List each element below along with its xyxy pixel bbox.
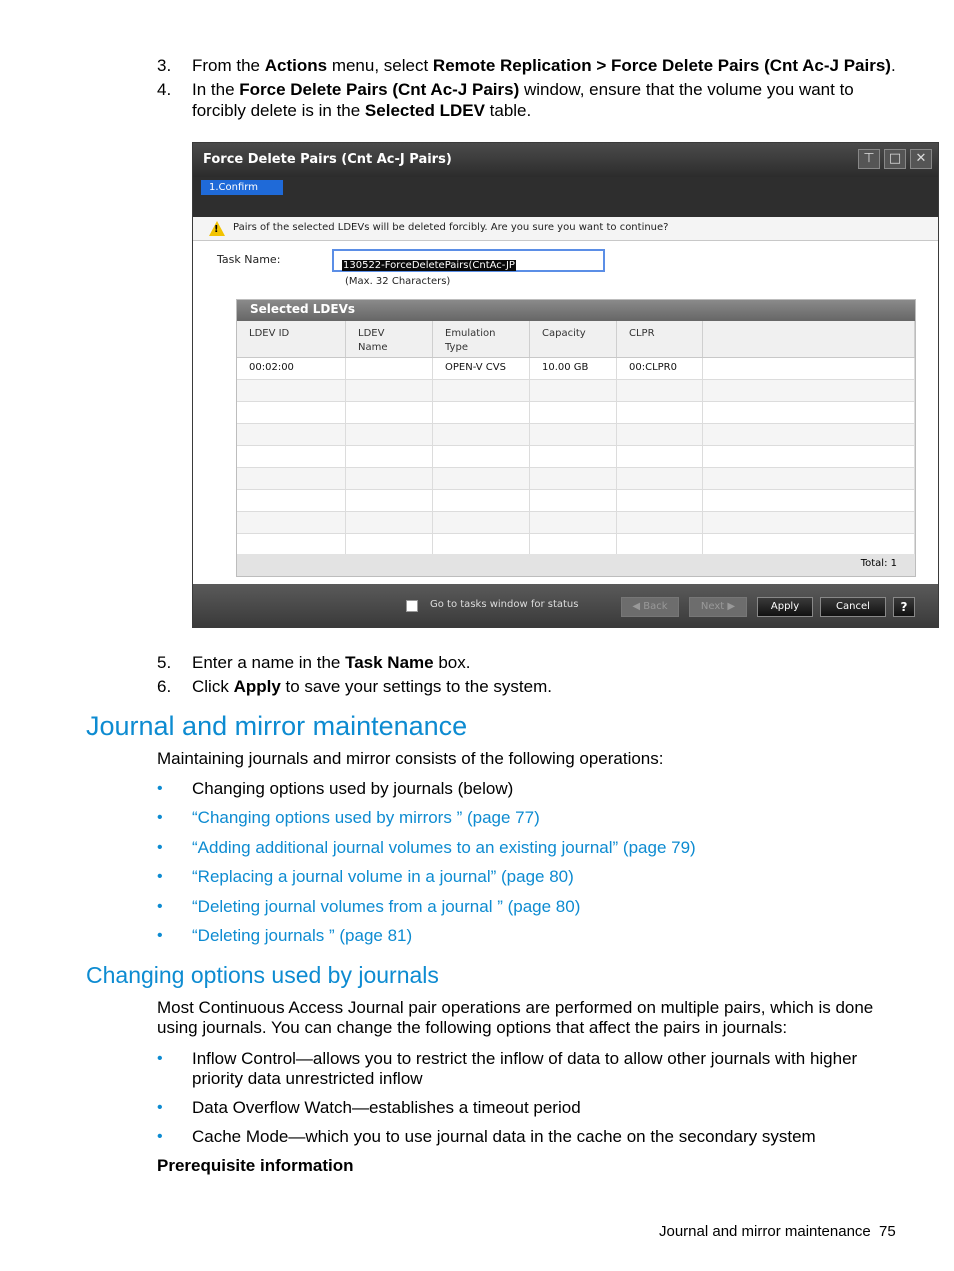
table-cell <box>703 446 915 467</box>
table-cell <box>530 380 617 401</box>
table-cell: 00:CLPR0 <box>617 358 703 379</box>
empty-table-row <box>237 490 915 512</box>
list-item <box>157 1098 897 1118</box>
table-cell <box>433 402 530 423</box>
table-cell <box>530 534 617 555</box>
table-cell <box>346 402 433 423</box>
step-5 <box>157 652 917 673</box>
table-cell <box>346 534 433 555</box>
dialog-footer <box>193 584 938 627</box>
step-number: 3. <box>157 56 172 75</box>
table-cell <box>703 358 915 379</box>
wizard-steps <box>193 177 938 217</box>
selected-ldevs-table <box>236 299 916 577</box>
apply-button[interactable]: Apply <box>757 597 813 617</box>
table-cell <box>703 380 915 401</box>
window-controls <box>858 149 932 169</box>
step-6 <box>157 676 917 697</box>
step-text: Click Apply to save your settings to the system. <box>192 677 552 696</box>
bullet-text[interactable]: “Replacing a journal volume in a journal” (page 80) <box>192 867 574 886</box>
table-cell <box>237 490 346 511</box>
step-number: 5. <box>157 653 172 672</box>
empty-table-row <box>237 380 915 402</box>
bullet-text[interactable]: “Deleting journals ” (page 81) <box>192 926 413 945</box>
empty-table-row <box>237 534 915 556</box>
column-header[interactable]: Capacity <box>530 321 617 357</box>
table-cell <box>433 512 530 533</box>
table-cell <box>617 490 703 511</box>
bullet-icon: • <box>157 868 163 885</box>
step-3 <box>157 55 917 76</box>
bullet-text[interactable]: “Adding additional journal volumes to an existing journal” (page 79) <box>192 838 696 857</box>
table-cell <box>530 490 617 511</box>
table-cell <box>703 490 915 511</box>
bullet-text[interactable]: “Deleting journal volumes from a journal ” (page 80) <box>192 897 581 916</box>
footer-section-title: Journal and mirror maintenance <box>659 1223 871 1240</box>
bullet-icon: • <box>157 1128 163 1145</box>
table-cell <box>237 380 346 401</box>
table-cell <box>530 424 617 445</box>
table-cell <box>703 534 915 555</box>
table-total: Total: 1 <box>237 554 915 576</box>
table-cell <box>433 424 530 445</box>
section-heading-changing-options-journals: Changing options used by journals <box>86 962 439 988</box>
table-cell <box>237 534 346 555</box>
bullet-text: Inflow Control—allows you to restrict the inflow of data to allow other journals with higher priority data unrestricted inflow <box>192 1049 858 1088</box>
empty-table-row <box>237 402 915 424</box>
empty-table-row <box>237 424 915 446</box>
close-icon[interactable]: ✕ <box>910 149 932 169</box>
step-text: Enter a name in the Task Name box. <box>192 653 471 672</box>
list-item <box>157 1049 897 1089</box>
column-header[interactable]: CLPR <box>617 321 703 357</box>
bullet-icon: • <box>157 809 163 826</box>
table-cell <box>433 490 530 511</box>
table-cell <box>703 424 915 445</box>
column-header[interactable] <box>703 321 915 357</box>
cross-reference-link[interactable] <box>157 867 897 887</box>
cross-reference-link[interactable] <box>157 897 897 917</box>
table-cell <box>703 402 915 423</box>
empty-table-row <box>237 468 915 490</box>
go-to-tasks-checkbox[interactable] <box>406 600 418 612</box>
bullet-icon: • <box>157 839 163 856</box>
table-cell <box>617 512 703 533</box>
column-header[interactable]: LDEV ID <box>237 321 346 357</box>
table-header <box>237 321 915 358</box>
column-header[interactable]: LDEV Name <box>346 321 433 357</box>
table-row[interactable] <box>237 358 915 380</box>
step-tab-confirm[interactable]: 1.Confirm <box>201 180 283 195</box>
empty-table-row <box>237 512 915 534</box>
task-name-label: Task Name: <box>217 253 281 266</box>
table-cell <box>346 468 433 489</box>
task-name-hint: (Max. 32 Characters) <box>345 276 451 287</box>
step-4 <box>157 79 917 121</box>
table-cell <box>530 468 617 489</box>
table-cell <box>617 534 703 555</box>
table-cell <box>433 380 530 401</box>
bullet-icon: • <box>157 898 163 915</box>
table-cell <box>703 468 915 489</box>
table-body <box>237 358 915 556</box>
step-text: From the Actions menu, select Remote Replication > Force Delete Pairs (Cnt Ac-J Pairs). <box>192 56 896 75</box>
cancel-button[interactable]: Cancel <box>820 597 886 617</box>
table-cell <box>617 402 703 423</box>
help-button[interactable]: ? <box>893 597 915 617</box>
bullet-icon: • <box>157 927 163 944</box>
bullet-text: Data Overflow Watch—establishes a timeout period <box>192 1098 581 1117</box>
prerequisite-heading: Prerequisite information <box>157 1156 354 1175</box>
back-button[interactable]: ◀ Back <box>621 597 679 617</box>
table-cell <box>433 446 530 467</box>
bullet-icon: • <box>157 780 163 797</box>
table-cell <box>530 512 617 533</box>
table-title: Selected LDEVs <box>237 300 915 321</box>
bullet-icon: • <box>157 1050 163 1067</box>
cross-reference-link[interactable] <box>157 838 897 858</box>
task-name-input[interactable] <box>332 249 605 272</box>
empty-table-row <box>237 446 915 468</box>
cross-reference-link[interactable] <box>157 808 897 828</box>
table-cell <box>433 468 530 489</box>
warning-icon: ! <box>209 221 225 236</box>
table-cell <box>346 490 433 511</box>
bullet-text: Cache Mode—which you to use journal data in the cache on the secondary system <box>192 1127 816 1146</box>
page-number: 75 <box>879 1223 896 1240</box>
next-button[interactable]: Next ▶ <box>689 597 747 617</box>
step-number: 4. <box>157 80 172 99</box>
table-cell <box>530 402 617 423</box>
warning-banner <box>193 217 938 241</box>
table-cell <box>617 380 703 401</box>
section2-intro: Most Continuous Access Journal pair operations are performed on multiple pairs, which is done using journals. You can change the following options that affect the pairs in journals: <box>157 998 874 1037</box>
bullet-text[interactable]: “Changing options used by mirrors ” (page 77) <box>192 808 540 827</box>
section1-intro: Maintaining journals and mirror consists of the following operations: <box>157 749 664 768</box>
table-cell <box>346 424 433 445</box>
table-cell <box>433 534 530 555</box>
go-to-tasks-label: Go to tasks window for status <box>430 599 579 610</box>
pin-icon[interactable]: ⊤ <box>858 149 880 169</box>
table-cell <box>237 446 346 467</box>
table-cell <box>237 468 346 489</box>
force-delete-dialog-screenshot <box>192 142 939 628</box>
table-cell <box>346 446 433 467</box>
table-cell <box>237 512 346 533</box>
table-cell <box>703 512 915 533</box>
table-cell <box>346 512 433 533</box>
column-header[interactable]: Emulation Type <box>433 321 530 357</box>
bullet-text: Changing options used by journals (below) <box>192 779 514 798</box>
table-cell <box>617 446 703 467</box>
table-cell <box>346 380 433 401</box>
table-cell: 10.00 GB <box>530 358 617 379</box>
maximize-icon[interactable]: □ <box>884 149 906 169</box>
table-cell <box>237 424 346 445</box>
section-heading-journal-mirror-maintenance: Journal and mirror maintenance <box>86 711 468 741</box>
bullet-icon: • <box>157 1099 163 1116</box>
cross-reference-link[interactable] <box>157 926 897 946</box>
table-cell: OPEN-V CVS <box>433 358 530 379</box>
table-cell <box>346 358 433 379</box>
list-item <box>157 779 897 799</box>
table-cell <box>530 446 617 467</box>
list-item <box>157 1127 897 1147</box>
step-number: 6. <box>157 677 172 696</box>
table-cell <box>617 468 703 489</box>
table-cell: 00:02:00 <box>237 358 346 379</box>
table-cell <box>617 424 703 445</box>
step-text: In the Force Delete Pairs (Cnt Ac-J Pairs) window, ensure that the volume you want to forcibly delete is in the Selected LDEV table. <box>192 80 854 120</box>
warning-text: Pairs of the selected LDEVs will be deleted forcibly. Are you sure you want to continue? <box>233 222 669 233</box>
dialog-title: Force Delete Pairs (Cnt Ac-J Pairs) <box>193 143 938 177</box>
table-cell <box>237 402 346 423</box>
dialog-body <box>193 241 938 584</box>
task-name-value: 130522-ForceDeletePairs(CntAc-JP <box>343 260 515 271</box>
